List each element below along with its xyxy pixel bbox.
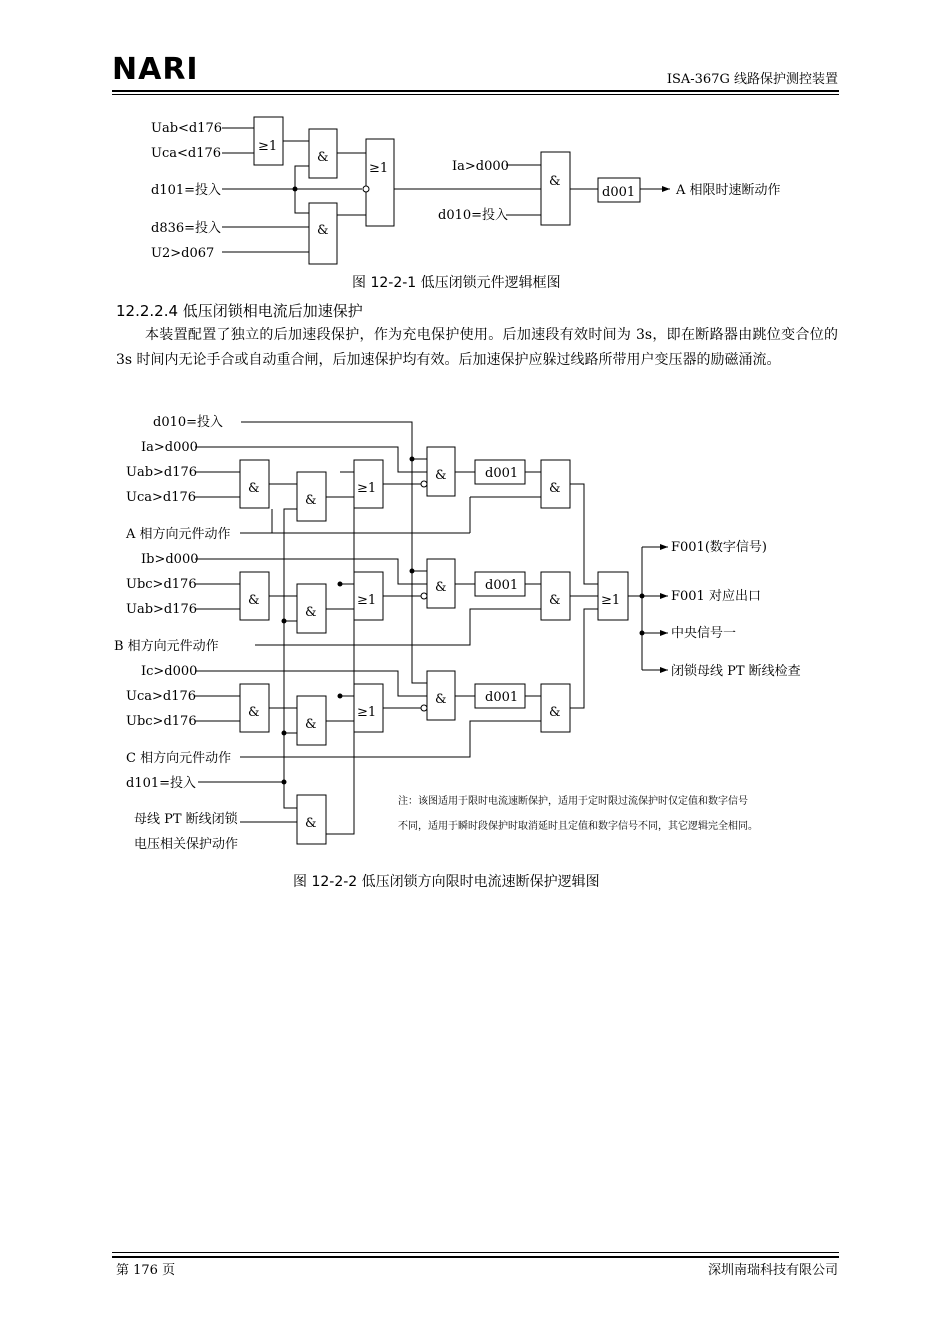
fig2-a-and-2-label: & [305, 493, 317, 508]
fig1-output-label: A 相限时速断动作 [676, 183, 781, 198]
fig1-or-gate-2-label: ≥1 [369, 161, 389, 176]
fig2-b-and-1-label: & [248, 593, 260, 608]
fig2-c-and-3-label: & [435, 692, 447, 707]
fig2-input-ubc-c: Ubc>d176 [126, 714, 197, 729]
fig2-b-and-2-label: & [305, 605, 317, 620]
fig2-c-and-2-label: & [305, 717, 317, 732]
fig2-output-central: 中央信号一 [671, 626, 737, 641]
fig2-a-or-label: ≥1 [357, 481, 377, 496]
fig2-b-and-4-label: & [549, 593, 561, 608]
fig2-input-ic: Ic>d000 [141, 664, 198, 679]
fig2-output-f001: F001(数字信号) [671, 540, 767, 555]
fig2-c-and-1-label: & [248, 705, 260, 720]
fig2-caption: 图 12-2-2 低压闭锁方向限时电流速断保护逻辑图 [293, 874, 600, 890]
page-number: 第 176 页 [116, 1263, 176, 1278]
fig2-c-timer-label: d001 [485, 690, 519, 705]
fig2-input-d010: d010=投入 [153, 415, 224, 430]
footer-rule-thin [112, 1252, 839, 1253]
figure2-diagram [114, 414, 801, 890]
fig1-input-uca: Uca<d176 [151, 146, 222, 161]
fig2-input-uca-c: Uca>d176 [126, 689, 197, 704]
fig1-input-d010: d010=投入 [438, 208, 509, 223]
fig1-timer-label: d001 [602, 185, 636, 200]
fig2-output-exit: F001 对应出口 [671, 589, 761, 604]
fig2-note-line2: 不同，适用于瞬时段保护时取消延时且定值和数字信号不同，其它逻辑完全相同。 [398, 821, 758, 832]
fig2-a-and-3-label: & [435, 468, 447, 483]
fig1-and-gate-3-label: & [549, 174, 561, 189]
fig2-input-dir-a: A 相方向元件动作 [126, 527, 231, 542]
body-paragraph: 本装置配置了独立的后加速段保护，作为充电保护使用。后加速段有效时间为 3s，即在断路器由跳位变合位的 3s 时间内无论手合或自动重合闸，后加速保护均有效。后加速保护应躲过线路所带用户变压器的励磁涌流。 [116, 327, 838, 368]
fig2-a-timer-label: d001 [485, 466, 519, 481]
fig1-input-ia: Ia>d000 [452, 159, 509, 174]
fig2-note-line1: 注：该图适用于限时电流速断保护，适用于定时限过流保护时仅定值和数字信号 [398, 796, 748, 807]
fig1-and-gate-1-label: & [317, 150, 329, 165]
fig2-output-pt-block: 闭锁母线 PT 断线检查 [671, 664, 801, 679]
fig2-input-uab-b: Uab>d176 [126, 602, 198, 617]
fig1-or-gate-1-label: ≥1 [258, 139, 278, 154]
fig2-input-dir-b: B 相方向元件动作 [114, 639, 219, 654]
section-heading: 12.2.2.4 低压闭锁相电流后加速保护 [116, 302, 363, 320]
footer-rule [112, 1256, 839, 1258]
fig2-b-or-label: ≥1 [357, 593, 377, 608]
fig2-input-uca-a: Uca>d176 [126, 490, 197, 505]
nari-logo: NARI [112, 52, 199, 87]
figure1-diagram [151, 117, 781, 291]
fig2-a-and-4-label: & [549, 481, 561, 496]
document-title: ISA-367G 线路保护测控装置 [666, 72, 838, 87]
fig2-input-uab-a: Uab>d176 [126, 465, 198, 480]
fig2-input-ubc-b: Ubc>d176 [126, 577, 197, 592]
fig2-b-timer-label: d001 [485, 578, 519, 593]
fig2-c-or-label: ≥1 [357, 705, 377, 720]
company-name: 深圳南瑞科技有限公司 [707, 1263, 838, 1278]
fig2-input-d101: d101=投入 [126, 776, 197, 791]
fig2-c-and-4-label: & [549, 705, 561, 720]
fig1-input-uab: Uab<d176 [151, 121, 223, 136]
fig2-input-ib: Ib>d000 [141, 552, 199, 567]
fig2-b-and-3-label: & [435, 580, 447, 595]
fig2-input-pt1: 母线 PT 断线闭锁 [134, 812, 238, 827]
fig2-input-ia: Ia>d000 [141, 440, 198, 455]
fig1-input-u2: U2>d067 [151, 246, 215, 261]
fig2-pt-and-label: & [305, 816, 317, 831]
fig2-final-or-label: ≥1 [601, 593, 621, 608]
fig1-and-gate-2-label: & [317, 223, 329, 238]
fig2-a-and-1-label: & [248, 481, 260, 496]
fig1-input-d101: d101=投入 [151, 183, 222, 198]
fig2-input-pt2: 电压相关保护动作 [134, 837, 239, 852]
fig2-input-dir-c: C 相方向元件动作 [126, 751, 232, 766]
fig1-input-d836: d836=投入 [151, 221, 222, 236]
fig1-or-gate-2 [366, 139, 394, 226]
fig1-caption: 图 12-2-1 低压闭锁元件逻辑框图 [352, 275, 561, 291]
